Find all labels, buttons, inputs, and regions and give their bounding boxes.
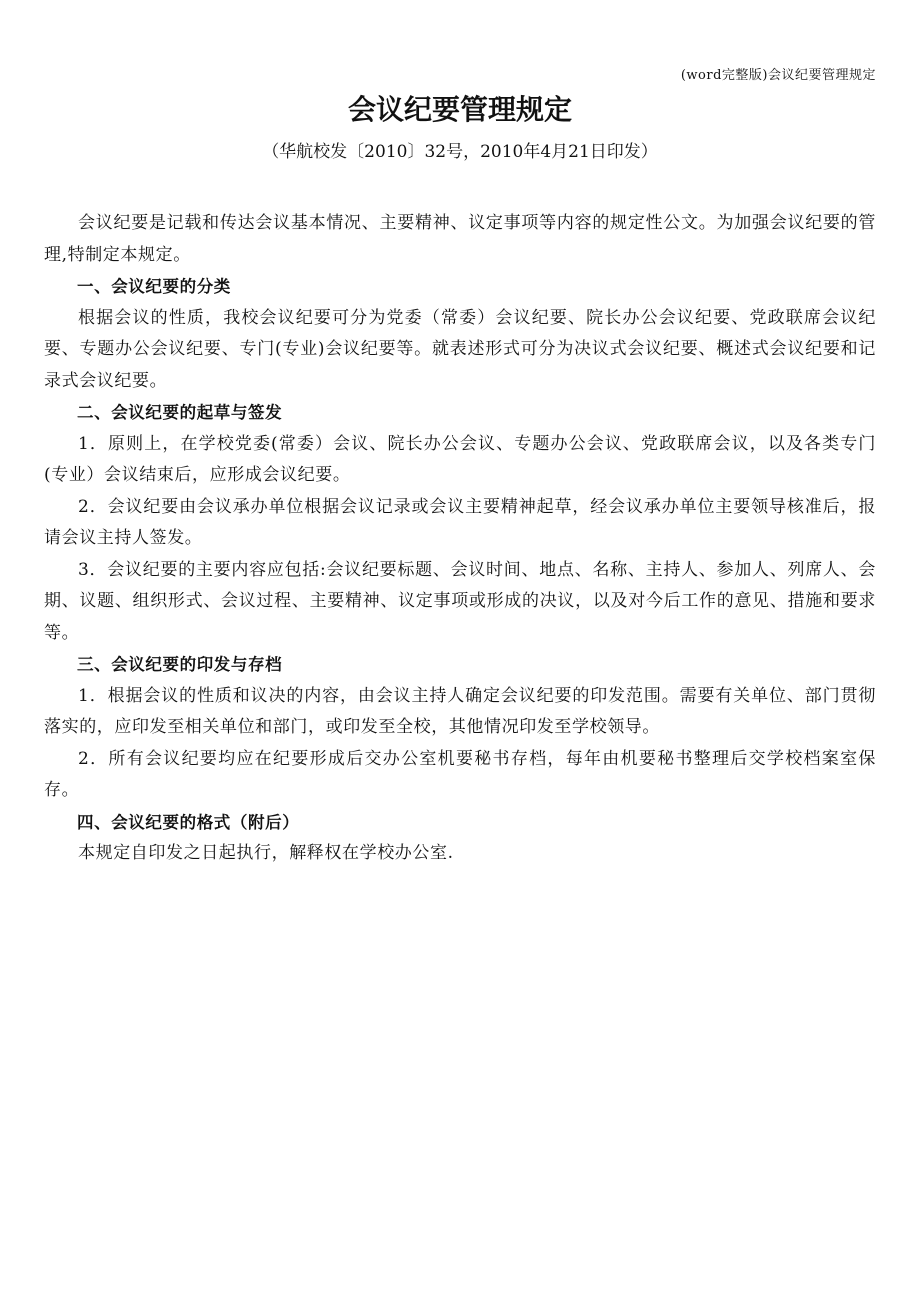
section-2-paragraph-2: 2．会议纪要由会议承办单位根据会议记录或会议主要精神起草，经会议承办单位主要领导核准后，报请会议主持人签发。 [44, 496, 876, 548]
section-2-paragraph-3: 3．会议纪要的主要内容应包括:会议纪要标题、会议时间、地点、名称、主持人、参加人、列席人、会期、议题、组织形式、会议过程、主要精神、议定事项或形成的决议，以及对今后工作的意见、措施和要求等。 [44, 559, 876, 643]
intro-paragraph: 会议纪要是记载和传达会议基本情况、主要精神、议定事项等内容的规定性公文。为加强会议纪要的管理,特制定本规定。 [44, 213, 876, 265]
section-4-paragraph-1: 本规定自印发之日起执行，解释权在学校办公室. [78, 843, 454, 863]
section-3-paragraph-2: 2．所有会议纪要均应在纪要形成后交办公室机要秘书存档，每年由机要秘书整理后交学校档案室保存。 [44, 748, 876, 800]
section-2-paragraph-1: 1．原则上，在学校党委(常委）会议、院长办公会议、专题办公会议、党政联席会议，以及各类专门(专业）会议结束后，应形成会议纪要。 [44, 433, 876, 485]
document-title: 会议纪要管理规定 [347, 93, 572, 126]
section-1-paragraph-1: 根据会议的性质，我校会议纪要可分为党委（常委）会议纪要、院长办公会议纪要、党政联席会议纪要、专题办公会议纪要、专门(专业)会议纪要等。就表述形式可分为决议式会议纪要、概述式会议纪要和记录式会议纪要。 [44, 307, 876, 391]
section-heading-format: 四、会议纪要的格式（附后） [77, 812, 300, 832]
running-header: (word完整版)会议纪要管理规定 [680, 68, 876, 83]
section-3-paragraph-1: 1．根据会议的性质和议决的内容，由会议主持人确定会议纪要的印发范围。需要有关单位、部门贯彻落实的，应印发至相关单位和部门，或印发至全校，其他情况印发至学校领导。 [44, 685, 876, 737]
section-heading-distribution: 三、会议纪要的印发与存档 [77, 655, 283, 674]
document-subtitle: （华航校发〔2010〕32号，2010年4月21日印发） [262, 142, 658, 162]
section-heading-classification: 一、会议纪要的分类 [77, 277, 231, 296]
document-body [44, 208, 876, 870]
section-heading-drafting: 二、会议纪要的起草与签发 [77, 403, 283, 422]
